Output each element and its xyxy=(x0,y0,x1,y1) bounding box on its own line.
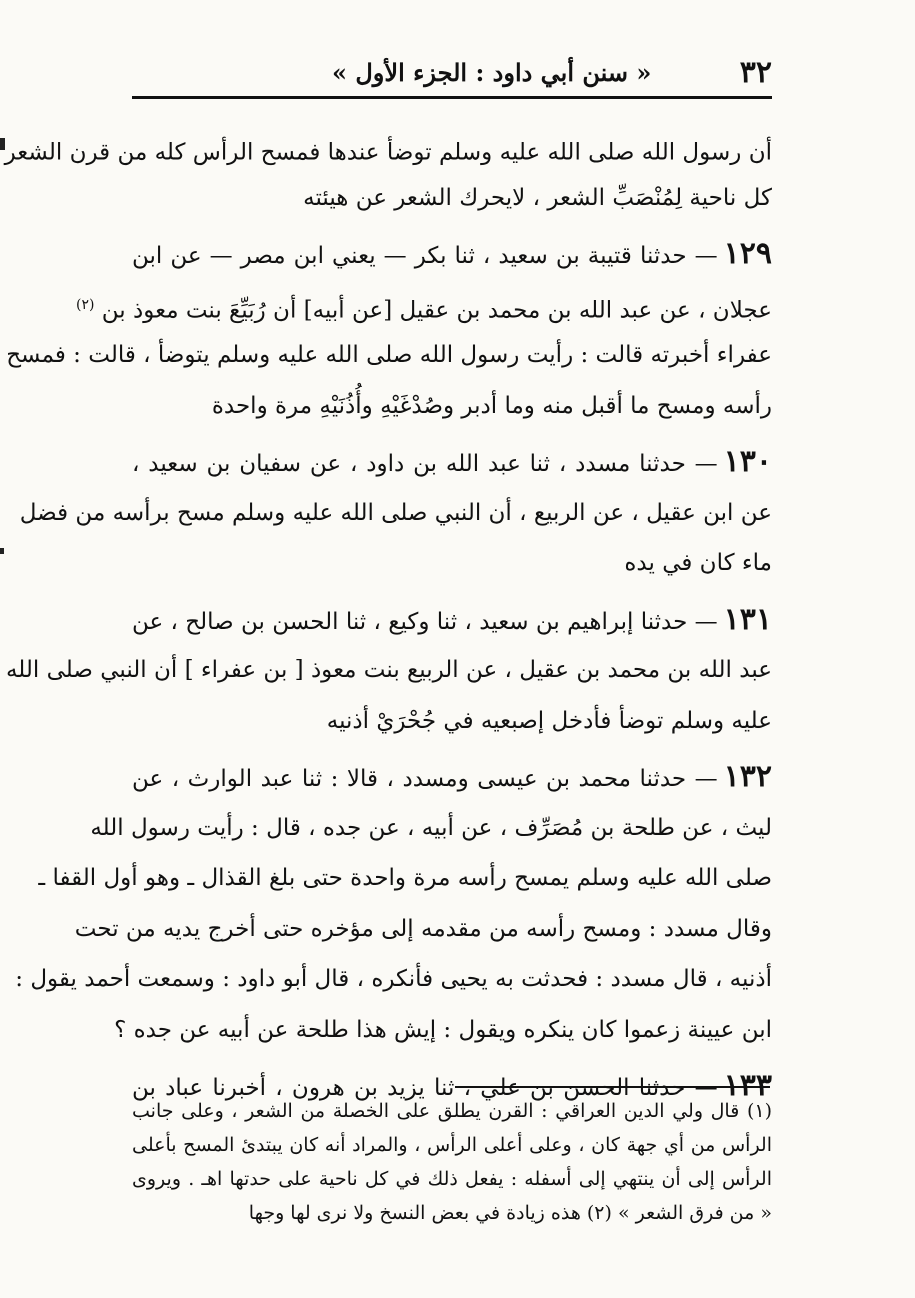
hadith-number: ١٣٢ xyxy=(723,759,772,794)
text-line: ١٣١— حدثنا إبراهيم بن سعيد ، ثنا وكيع ، ثنا الحسن بن صالح ، عن xyxy=(132,601,772,637)
footnotes xyxy=(132,1094,772,1230)
hadith-number: ١٣٠ xyxy=(723,444,772,479)
text-line: وقال مسدد : ومسح رأسه من مقدمه إلى مؤخره حتى أخرج يديه من تحت xyxy=(74,915,772,942)
scan-edge-mark xyxy=(0,138,5,150)
footnote-line: الرأس إلى أن ينتهي إلى أسفله : يفعل ذلك في كل ناحية على حدتها اهـ . ويروى xyxy=(132,1168,772,1190)
footnote-line: (١) قال ولي الدين العراقي : القرن يطلق على الخصلة من الشعر ، وعلى جانب xyxy=(132,1100,772,1122)
text-line: عفراء أخبرته قالت : رأيت رسول الله صلى الله عليه وسلم يتوضأ ، قالت : فمسح xyxy=(6,342,772,368)
text-line: ١٣٢— حدثنا محمد بن عيسى ومسدد ، قالا : ثنا عبد الوارث ، عن xyxy=(132,759,772,794)
text-line: عليه وسلم توضأ فأدخل إصبعيه في جُحْرَيْ أذنيه xyxy=(326,707,772,734)
hadith-132 xyxy=(15,752,772,1055)
text-line: أن رسول الله صلى الله عليه وسلم توضأ عندها فمسح الرأس كله من قرن الشعر xyxy=(4,139,772,166)
header-rule xyxy=(132,96,772,99)
hadith-number: ١٣١ xyxy=(723,601,772,637)
text-line: ليث ، عن طلحة بن مُصَرِّف ، عن أبيه ، عن جده ، قال : رأيت رسول الله xyxy=(90,814,772,841)
text-line: عن ابن عقيل ، عن الربيع ، أن النبي صلى الله عليه وسلم مسح برأسه من فضل xyxy=(19,499,772,526)
running-head: « سنن أبي داود : الجزء الأول » xyxy=(332,57,652,87)
text-line: ماء كان في يده xyxy=(624,550,772,576)
page-header xyxy=(132,52,772,92)
text-line: أذنيه ، قال مسدد : فحدثت به يحيى فأنكره ، قال أبو داود : وسمعت أحمد يقول : xyxy=(15,966,772,992)
text-line: ١٣٣— حدثنا الحسن بن علي ، ثنا يزيد بن هرون ، أخبرنا عباد بن xyxy=(132,1068,772,1103)
text-line: ١٢٩— حدثنا قتيبة بن سعيد ، ثنا بكر — يعني ابن مصر — عن ابن xyxy=(132,236,772,271)
scan-edge-mark xyxy=(0,548,4,554)
body-text xyxy=(4,122,772,1118)
hadith-131 xyxy=(5,595,772,747)
text-line: كل ناحية لِمُنْصَبِّ الشعر ، لايحرك الشعر عن هيئته xyxy=(303,184,772,211)
footnote-marker: (٢) xyxy=(75,296,95,313)
text-line: رأسه ومسح ما أقبل منه وما أدبر وصُدْغَيْهِ وأُذُنَيْهِ مرة واحدة xyxy=(211,392,772,419)
hadith-129 xyxy=(6,229,772,431)
text-line: عبد الله بن محمد بن عقيل ، عن الربيع بنت معوذ [ بن عفراء ] أن النبي صلى الله xyxy=(5,657,772,683)
page-number: ٣٢ xyxy=(739,54,772,90)
paragraph-intro xyxy=(4,122,772,223)
text-line: عجلان ، عن عبد الله بن محمد بن عقيل [عن أبيه] أن رُبَيِّعَ بنت معوذ بن $^{(٢)}$ xyxy=(75,296,772,324)
hadith-number: ١٢٩ xyxy=(723,236,772,271)
footnote-line: « من فرق الشعر » (٢) هذه زيادة في بعض النسخ ولا نرى لها وجها xyxy=(248,1202,772,1224)
hadith-number: ١٣٣ xyxy=(723,1068,772,1103)
footnote-rule xyxy=(455,1086,770,1088)
text-line: صلى الله عليه وسلم يمسح رأسه مرة واحدة حتى بلغ القذال ـ وهو أول القفا ـ xyxy=(38,865,772,891)
text-line: ابن عيينة زعموا كان ينكره ويقول : إيش هذا طلحة عن أبيه عن جده ؟ xyxy=(114,1016,772,1043)
hadith-130 xyxy=(19,437,772,589)
footnote-line: الرأس من أي جهة كان ، وعلى أعلى الرأس ، والمراد أنه كان يبتدئ المسح بأعلى xyxy=(132,1134,772,1156)
text-line: ١٣٠— حدثنا مسدد ، ثنا عبد الله بن داود ، عن سفيان بن سعيد ، xyxy=(132,444,772,479)
